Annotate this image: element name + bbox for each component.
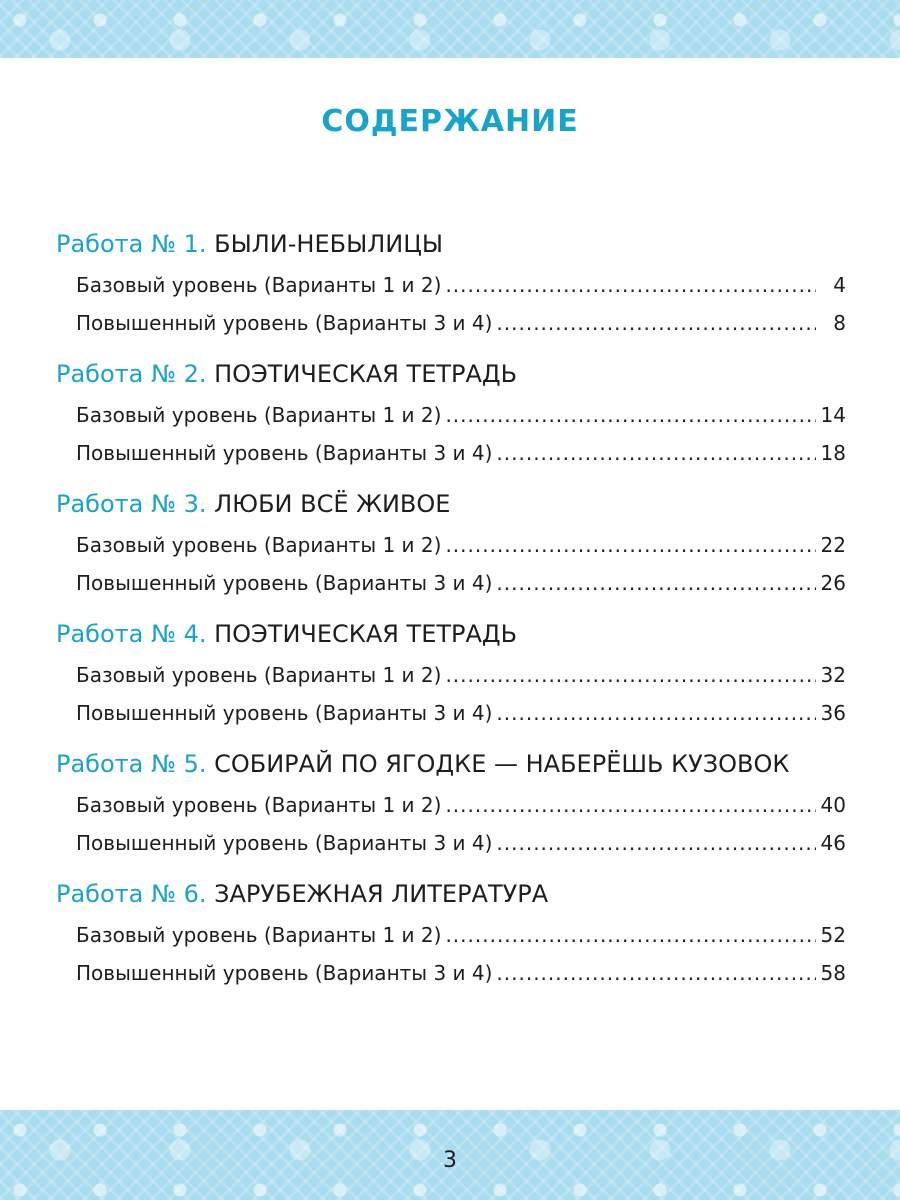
entry-page: 58 <box>820 961 846 985</box>
entry-label: Повышенный уровень (Варианты 3 и 4) <box>76 831 493 855</box>
dot-leader <box>496 824 816 862</box>
section-name: ЛЮБИ ВСЁ ЖИВОЕ <box>214 490 451 518</box>
section-heading <box>56 618 846 650</box>
section-name: ПОЭТИЧЕСКАЯ ТЕТРАДЬ <box>214 620 518 648</box>
toc-section-3 <box>56 488 846 602</box>
entry-label: Базовый уровень (Варианты 1 и 2) <box>76 273 442 297</box>
dot-leader <box>496 954 816 992</box>
page-number: 3 <box>443 1148 457 1173</box>
dot-leader <box>496 564 816 602</box>
entry-page: 4 <box>833 273 846 297</box>
toc-section-6 <box>56 878 846 992</box>
toc-entry[interactable] <box>76 304 846 342</box>
dot-leader <box>445 786 816 824</box>
dot-leader <box>496 434 816 472</box>
entry-label: Повышенный уровень (Варианты 3 и 4) <box>76 571 493 595</box>
entry-label: Базовый уровень (Варианты 1 и 2) <box>76 403 442 427</box>
entry-page: 18 <box>820 441 846 465</box>
section-number: Работа № 5. <box>56 750 207 778</box>
entry-label: Повышенный уровень (Варианты 3 и 4) <box>76 311 493 335</box>
dot-leader <box>445 396 816 434</box>
decorative-top-band <box>0 0 900 58</box>
section-number: Работа № 1. <box>56 230 207 258</box>
toc-entry[interactable] <box>76 954 846 992</box>
toc-entry[interactable] <box>76 786 846 824</box>
toc-entry[interactable] <box>76 526 846 564</box>
entry-label: Повышенный уровень (Варианты 3 и 4) <box>76 441 493 465</box>
entry-page: 52 <box>820 923 846 947</box>
section-name: БЫЛИ-НЕБЫЛИЦЫ <box>214 230 444 258</box>
toc-section-5 <box>56 748 846 862</box>
entry-page: 8 <box>833 311 846 335</box>
toc-entry[interactable] <box>76 656 846 694</box>
section-name: ЗАРУБЕЖНАЯ ЛИТЕРАТУРА <box>214 880 549 908</box>
entry-page: 36 <box>820 701 846 725</box>
toc-entry[interactable] <box>76 916 846 954</box>
section-number: Работа № 3. <box>56 490 207 518</box>
section-heading <box>56 358 846 390</box>
section-name: ПОЭТИЧЕСКАЯ ТЕТРАДЬ <box>214 360 518 388</box>
dot-leader <box>445 656 816 694</box>
section-heading <box>56 878 846 910</box>
dot-leader <box>496 304 816 342</box>
toc-section-4 <box>56 618 846 732</box>
entry-page: 40 <box>820 793 846 817</box>
entry-page: 32 <box>820 663 846 687</box>
toc-entry[interactable] <box>76 396 846 434</box>
toc-entry[interactable] <box>76 434 846 472</box>
section-number: Работа № 4. <box>56 620 207 648</box>
toc-entry[interactable] <box>76 266 846 304</box>
entry-label: Повышенный уровень (Варианты 3 и 4) <box>76 961 493 985</box>
section-number: Работа № 6. <box>56 880 207 908</box>
entry-page: 22 <box>820 533 846 557</box>
section-heading <box>56 748 846 780</box>
dot-leader <box>445 526 816 564</box>
toc-entry[interactable] <box>76 564 846 602</box>
section-number: Работа № 2. <box>56 360 207 388</box>
section-heading <box>56 488 846 520</box>
toc-section-2 <box>56 358 846 472</box>
toc-section-1 <box>56 228 846 342</box>
section-name: СОБИРАЙ ПО ЯГОДКЕ — НАБЕРЁШЬ КУЗОВОК <box>214 750 790 778</box>
entry-label: Базовый уровень (Варианты 1 и 2) <box>76 923 442 947</box>
dot-leader <box>445 916 816 954</box>
entry-label: Базовый уровень (Варианты 1 и 2) <box>76 663 442 687</box>
entry-label: Базовый уровень (Варианты 1 и 2) <box>76 793 442 817</box>
section-heading <box>56 228 846 260</box>
entry-page: 46 <box>820 831 846 855</box>
toc-entry[interactable] <box>76 694 846 732</box>
dot-leader <box>445 266 816 304</box>
toc-entry[interactable] <box>76 824 846 862</box>
entry-label: Повышенный уровень (Варианты 3 и 4) <box>76 701 493 725</box>
entry-page: 14 <box>820 403 846 427</box>
entry-label: Базовый уровень (Варианты 1 и 2) <box>76 533 442 557</box>
entry-page: 26 <box>820 571 846 595</box>
table-of-contents <box>56 228 846 1008</box>
dot-leader <box>496 694 816 732</box>
page-title: СОДЕРЖАНИЕ <box>321 104 579 140</box>
